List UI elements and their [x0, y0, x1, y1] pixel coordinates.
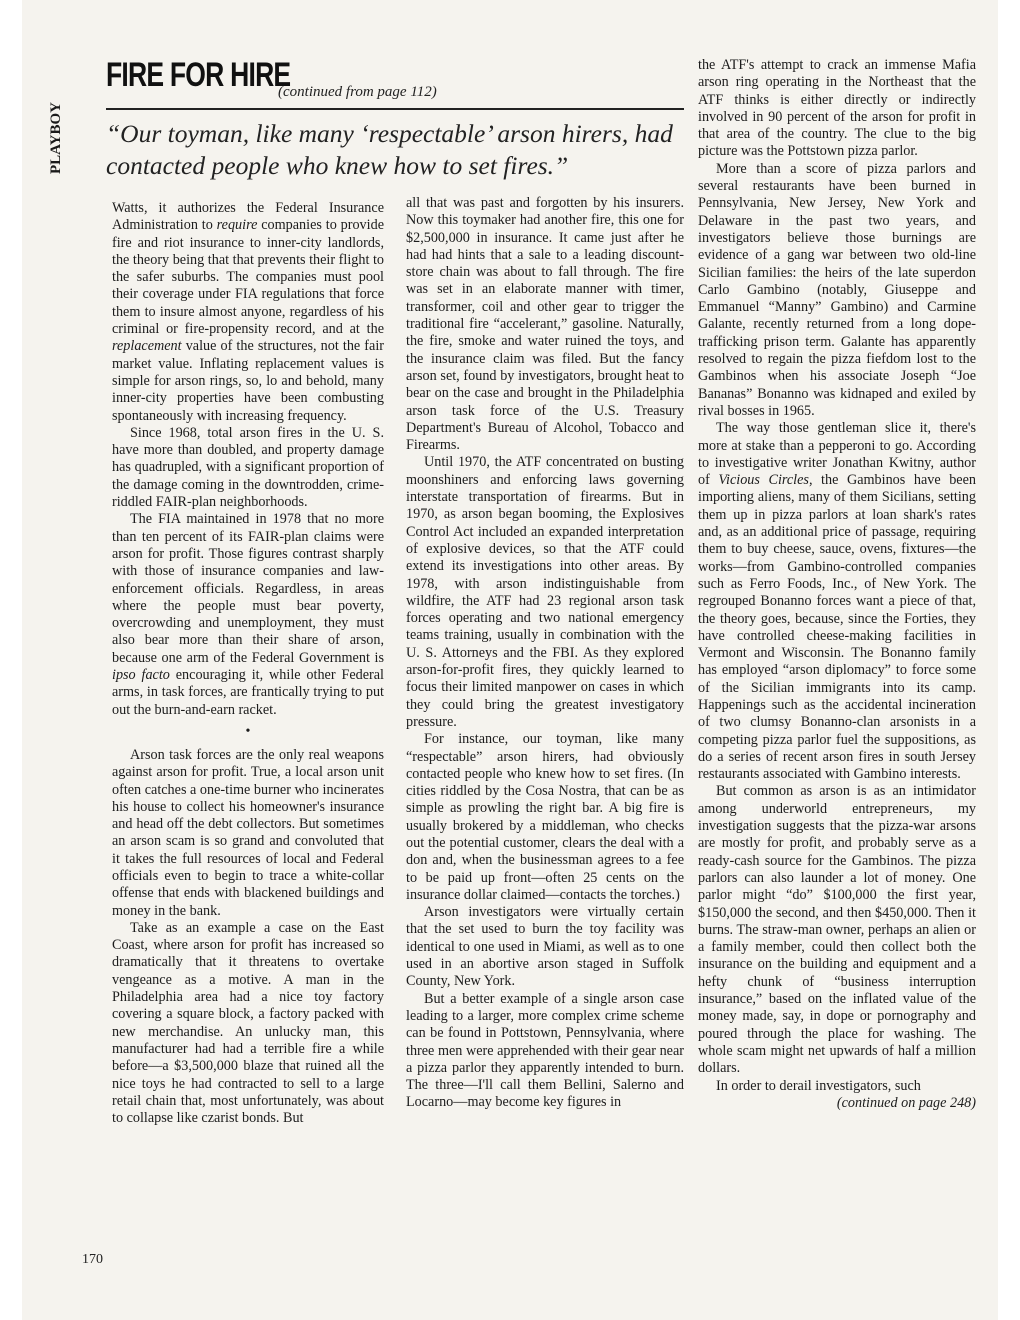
text-column-2	[406, 195, 684, 1112]
paragraph: In order to derail investigators, such	[716, 1077, 921, 1094]
paragraph: The way those gentleman slice it, there's more at stake than a pepperoni to go. According to investigative writer Jonathan Kwitny, author of Vicious Circles, the Gambinos have been importing aliens, many of them Sicilians, setting them up in pizza parlors at loan shark's rates and, as an additional price of passage, requiring them to buy cheese, sauce, ovens, fixtures—the works—from Gambino-controlled companies such as Ferro Foods, Inc., of New York. The regrouped Bonanno forces want a piece of that, the theory goes, because, since the Forties, they have controlled cheese-making facilities in Vermont and Wisconsin. The Bonanno family has employed “arson diplomacy” to force some of the Sicilian immigrants into its camp. Happenings such as the accidental incineration of two clumsy Bonanno-clan arsonists in a competing pizza parlor fuel the suppositions, as do a series of recent arson fires in south Jersey restaurants associated with Gambino interests.	[698, 420, 976, 783]
continued-from-note: (continued from page 112)	[278, 84, 437, 100]
text-column-3	[698, 57, 976, 1112]
magazine-page	[22, 0, 998, 1320]
paragraph: Arson investigators were virtually certain that the set used to burn the toy facility was identical to one used in Miami, as well as to one used in an abortive arson staged in Suffolk County, New York.	[406, 904, 684, 990]
paragraph: Take as an example a case on the East Coast, where arson for profit has increased so dramatically that it threatens to overtake vengeance as a motive. A man in the Philadelphia area had a nice toy factory covering a square block, a factory packed with new merchandise. An unlucky man, this manufacturer had had a terrible fire a while before—a $3,500,000 blaze that ruined all the nice toys he had contracted to sell to a large retail chain that, most unfortunately, was about to collapse like czarist bonds. But	[112, 919, 384, 1127]
paragraph: Watts, it authorizes the Federal Insurance Administration to require companies to provide fire and riot insurance to inner-city landlords, the theory being that that prevents their flight to the safer suburbs. The companies must pool their coverage under FIA regulations that force them to insure almost anyone, regardless of his criminal or fire-propensity record, and at the replacement value of the structures, not the fair market value. Inflating replacement values is simple for arson rings, so, lo and behold, many inner-city properties have been combusting spontaneously with increasing frequency.	[112, 200, 384, 424]
pull-quote: “Our toyman, like many ‘respectable’ arson hirers, had contacted people who knew how to set fires.”	[106, 119, 673, 180]
paragraph: But common as arson is as an intimidator among underworld entrepreneurs, my investigation suggests that the pizza-war arsons are mostly for profit, and probably serve as a ready-cash source for the Gambinos. The pizza parlors can also launder a lot of money. One parlor might “do” $100,000 the first year, $150,000 the second, and then $450,000. Then it burns. The straw-man owner, perhaps an alien or a family member, could then collect both the insurance on the building and equipment and a hefty chunk of “business interruption insurance,” based on the inflated value of the money made, say, in dope or pornography and poured through the place for washing. The whole scam might net upwards of half a million dollars.	[698, 783, 976, 1077]
page-number: 170	[82, 1252, 103, 1267]
paragraph: Since 1968, total arson fires in the U. S. have more than doubled, and property damage has quadrupled, with a significant proportion of the damage coming in the downtrodden, crime-riddled FAIR-plan neighborhoods.	[112, 424, 384, 511]
paragraph: Arson task forces are the only real weapons against arson for profit. True, a local arson unit often catches a one-time burner who incinerates his house to collect his homeowner's insurance and head off the debt collectors. But sometimes an arson scam is so grand and convoluted that it takes the full resources of local and Federal officials even to begin to trace a white-collar offense that ends with blackened buildings and money in the bank.	[112, 746, 384, 919]
paragraph: The FIA maintained in 1978 that no more than ten percent of its FAIR-plan claims were arson for profit. Those figures contrast sharply with those of insurance companies and law-enforcement officials. Regardless, in areas where the people must bear poverty, overcrowding and unemployment, they must also bear more than their share of arson, because one arm of the Federal Government is ipso facto encouraging it, while other Federal arms, in task forces, are frantically trying to put out the burn-and-earn racket.	[112, 511, 384, 718]
paragraph: all that was past and forgotten by his insurers. Now this toymaker had another fire, this one for $2,500,000 in insurance. It came just after he had had hints that a sale to a leading discount-store chain was about to fall through. The fire was set in an elaborate manner with timer, transformer, coil and other gear to trigger the traditional fire “accelerant,” gasoline. Naturally, the fire, smoke and water ruined the toys, and the insurance claim was filed. But the fancy arson set, found by investigators, brought heat to bear on the case and brought in the Philadelphia arson task force of the U.S. Treasury Department's Bureau of Alcohol, Tobacco and Firearms.	[406, 195, 684, 454]
paragraph: For instance, our toyman, like many “respectable” arson hirers, had obviously contacted people who knew how to set fires. (In cities riddled by the Cosa Nostra, that can be as simple as prowling the right bar. A big fire is usually brokered by a middleman, who checks out the potential customer, clears the deal with a don and, when the businessman agrees to a fee to be paid up front—often 25 cents on the insurance dollar claimed—contacts the torches.)	[406, 731, 684, 903]
section-bullet: •	[245, 723, 251, 739]
text-column-1	[112, 200, 384, 1127]
paragraph: But a better example of a single arson case leading to a larger, more complex crime scheme can be found in Pottstown, Pennsylvania, where three men were apprehended with their gear near a pizza parlor they apparently intended to burn. The three—I'll call them Bellini, Salerno and Locarno—may become key figures in	[406, 990, 684, 1111]
paragraph: More than a score of pizza parlors and several restaurants have been burned in Pennsylvania, New Jersey, New York and Delaware in the past two years, and investigators believe those burnings are evidence of a gang war between two old-line Sicilian families: the heirs of the late superdon Carlo Gambino (notably, Giuseppe and Emmanuel “Manny” Gambino) and Carmine Galante, recently returned from a long dope-trafficking prison term. Galante has apparently resolved to regain the pizza fiefdom lost to the Gambinos when his associate Joseph “Joe Bananas” Bonanno was kidnaped and exiled by rival bosses in 1965.	[698, 160, 976, 419]
title-rule	[106, 108, 684, 110]
paragraph: Until 1970, the ATF concentrated on busting moonshiners and enforcing laws governing interstate transportation of firearms. But in 1970, as arson began booming, the Explosives Control Act included an expanded interpretation of explosive devices, so that the ATF could extend its investigations into other areas. By 1978, with arson indistinguishable from wildfire, the ATF had 23 regional arson task forces operating and two national emergency teams training, usually in combination with the U. S. Attorneys and the FBI. As they explored arson-for-profit fires, they quickly learned to focus their limited manpower on cases in which they could bring the greatest investigatory pressure.	[406, 454, 684, 730]
continued-on-note: (continued on page 248)	[836, 1094, 976, 1111]
paragraph: the ATF's attempt to crack an immense Mafia arson ring operating in the Northeast that the ATF thinks is either directly or indirectly involved in 90 percent of the arson for profit in that area of the country. The clue to the big picture was the Pottstown pizza parlor.	[698, 57, 976, 160]
article-title: FIRE FOR HIRE	[106, 56, 291, 94]
magazine-name: PLAYBOY	[48, 102, 64, 174]
